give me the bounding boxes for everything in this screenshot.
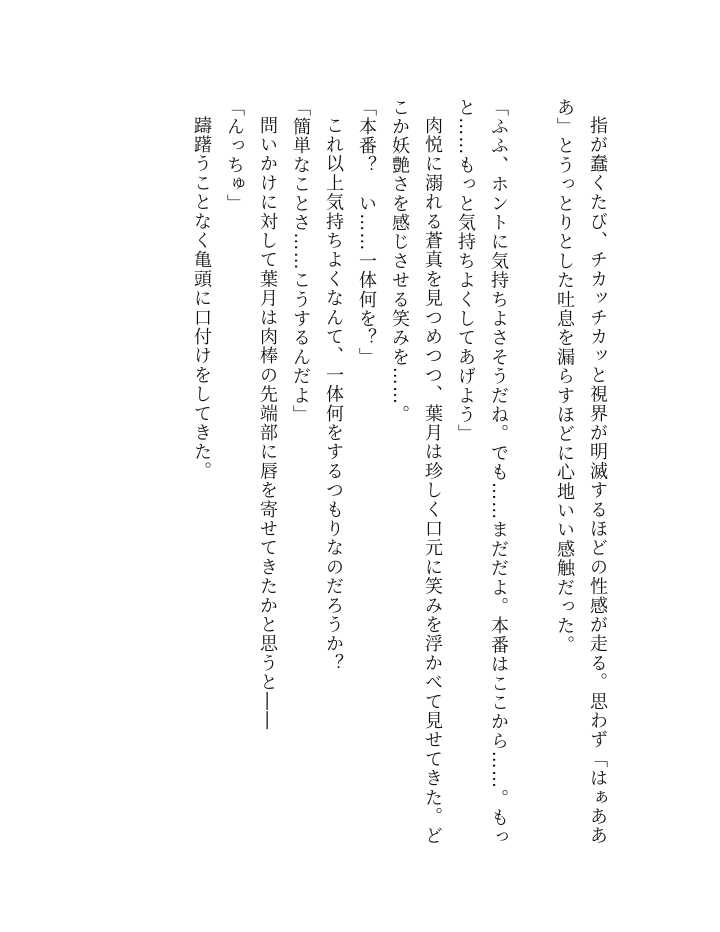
paragraph-6: 「簡単なことさ……こうするんだよ」 bbox=[290, 98, 311, 425]
paragraph-1: 指が蠢くたび、チカッチカッと視界が明滅するほどの性感が走る。思わず「はぁあああ」とうっとりとした吐息を漏らすほどに心地いい感触だった。 bbox=[554, 98, 608, 846]
paragraph-4: 「本番？ い……一体何を？」 bbox=[356, 98, 377, 367]
vertical-text-body bbox=[185, 98, 614, 858]
paragraph-8: 「んっちゅ」 bbox=[224, 98, 245, 214]
paragraph-7: 問いかけに対して葉月は肉棒の先端部に唇を寄せてきたかと思うと―― bbox=[257, 116, 278, 731]
paragraph-gap bbox=[515, 98, 548, 858]
paragraph-3: 肉悦に溺れる蒼真を見つめつつ、葉月は珍しく口元に笑みを浮かべて見せてきた。どこか妖艶さを感じさせる笑みを……。 bbox=[389, 98, 443, 846]
paragraph-2: 「ふふ、ホントに気持ちよさそうだね。でも……まだだよ。本番はここから……。もっと……もっと気持ちよくしてあげよう」 bbox=[455, 98, 509, 847]
paragraph-9: 躊躇うことなく亀頭に口付けをしてきた。 bbox=[191, 116, 212, 481]
paragraph-5: これ以上気持ちよくなんて、一体何をするつもりなのだろうか？ bbox=[323, 116, 344, 673]
